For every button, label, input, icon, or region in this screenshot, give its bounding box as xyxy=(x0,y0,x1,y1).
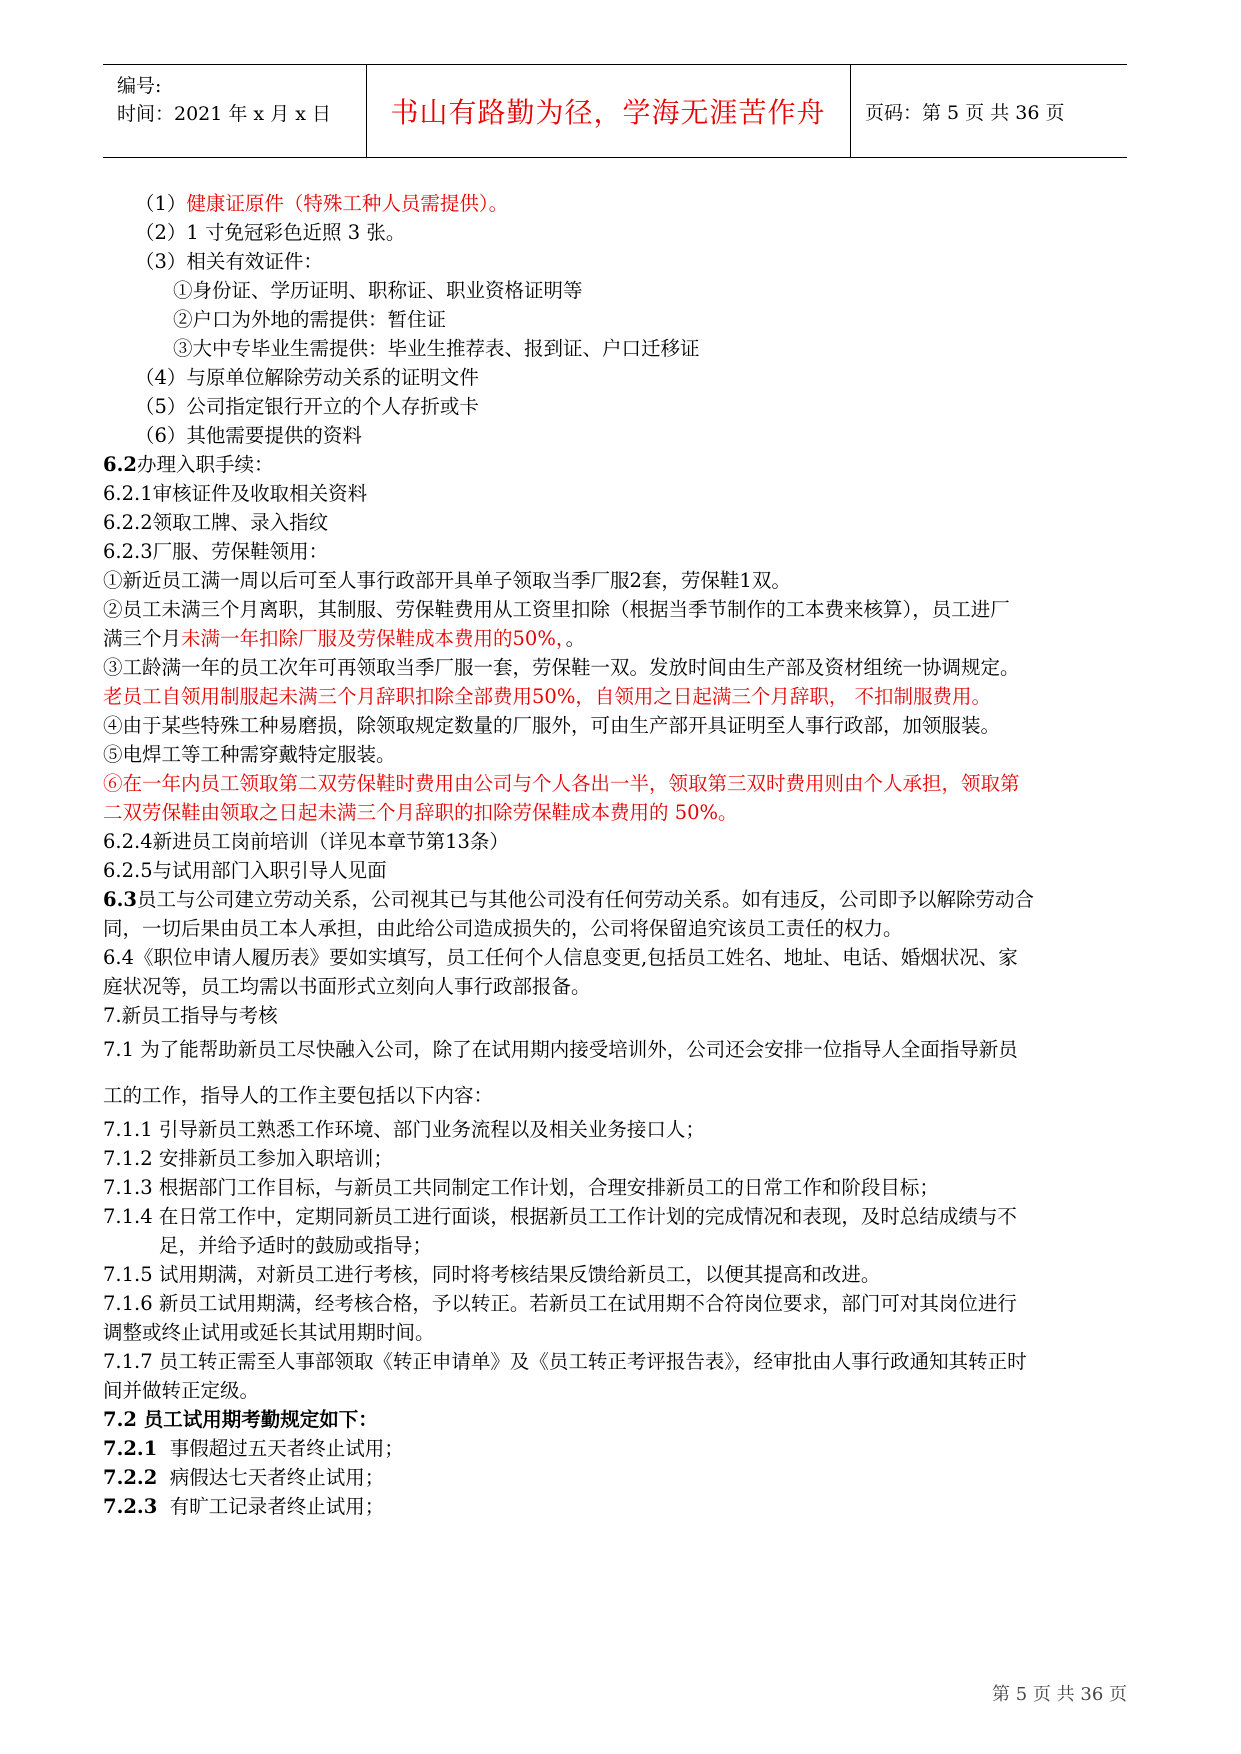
paragraph-line: 6.3员工与公司建立劳动关系，公司视其已与其他公司没有任何劳动关系。如有违反，公司即予以解除劳动合 xyxy=(103,888,1034,911)
paragraph-line: 满三个月未满一年扣除厂服及劳保鞋成本费用的50%，。 xyxy=(103,627,586,650)
list-item: 7.1.1 引导新员工熟悉工作环境、部门业务流程以及相关业务接口人； xyxy=(103,1118,705,1141)
paragraph-line: 7.1 为了能帮助新员工尽快融入公司，除了在试用期内接受培训外，公司还会安排一位指导人全面指导新员 xyxy=(103,1038,1018,1061)
list-item: 间并做转正定级。 xyxy=(103,1379,260,1402)
page-footer: 第 5 页 共 36 页 xyxy=(992,1684,1127,1705)
doc-number-label: 编号: xyxy=(117,75,162,97)
list-item: 7.2.2 病假达七天者终止试用； xyxy=(103,1466,385,1489)
list-item: （5）公司指定银行开立的个人存折或卡 xyxy=(135,395,479,418)
list-item: （4）与原单位解除劳动关系的证明文件 xyxy=(135,366,479,389)
list-item: （2）1 寸免冠彩色近照 3 张。 xyxy=(135,221,406,244)
doc-time-label: 时间：2021 年 x 月 x 日 xyxy=(117,103,331,125)
list-item: 7.1.3 根据部门工作目标，与新员工共同制定工作计划，合理安排新员工的日常工作和阶段目标； xyxy=(103,1176,939,1199)
paragraph-line: 6.4《职位申请人履历表》要如实填写，员工任何个人信息变更,包括员工姓名、地址、电话、婚烟状况、家 xyxy=(103,946,1018,969)
paragraph-line: 工的工作，指导人的工作主要包括以下内容： xyxy=(103,1084,494,1107)
list-item: 7.2.1 事假超过五天者终止试用； xyxy=(103,1437,404,1460)
paragraph-line: 二双劳保鞋由领取之日起未满三个月辞职的扣除劳保鞋成本费用的 50%。 xyxy=(103,801,738,824)
list-item: 7.1.2 安排新员工参加入职培训； xyxy=(103,1147,393,1170)
list-item: 7.1.7 员工转正需至人事部领取《转正申请单》及《员工转正考评报告表》，经审批由人事行政通知其转正时 xyxy=(103,1350,1027,1373)
list-item: 6.2.1审核证件及收取相关资料 xyxy=(103,482,368,505)
list-item: 7.1.4 在日常工作中，定期同新员工进行面谈，根据新员工工作计划的完成情况和表现，及时总结成绩与不 xyxy=(103,1205,1017,1228)
paragraph-line: ②员工未满三个月离职，其制服、劳保鞋费用从工资里扣除（根据当季节制作的工本费来核算），员工进厂 xyxy=(103,598,1010,621)
list-item: 足，并给予适时的鼓励或指导； xyxy=(159,1234,433,1257)
section-heading: 6.2办理入职手续： xyxy=(103,453,274,476)
paragraph-line: ④由于某些特殊工种易磨损，除领取规定数量的厂服外，可由生产部开具证明至人事行政部，加领服装。 xyxy=(103,714,1001,737)
list-item: 6.2.2领取工牌、录入指纹 xyxy=(103,511,329,534)
paragraph-line: ③工龄满一年的员工次年可再领取当季厂服一套，劳保鞋一双。发放时间由生产部及资材组统一协调规定。 xyxy=(103,656,1020,679)
header-page-cell xyxy=(851,65,1127,157)
list-item: 7.2.3 有旷工记录者终止试用； xyxy=(103,1495,385,1518)
list-item: 7.1.6 新员工试用期满，经考核合格，予以转正。若新员工在试用期不合符岗位要求，部门可对其岗位进行 xyxy=(103,1292,1017,1315)
section-heading: 7.新员工指导与考核 xyxy=(103,1004,278,1027)
paragraph-line: 庭状况等，员工均需以书面形式立刻向人事行政部报备。 xyxy=(103,975,591,998)
list-item: 6.2.5与试用部门入职引导人见面 xyxy=(103,859,387,882)
list-item: ①身份证、学历证明、职称证、职业资格证明等 xyxy=(173,279,583,302)
header-motto: 书山有路勤为径，学海无涯苦作舟 xyxy=(390,96,826,129)
list-item: ③大中专毕业生需提供：毕业生推荐表、报到证、户口迁移证 xyxy=(173,337,700,360)
list-item: 6.2.4新进员工岗前培训（详见本章节第13条） xyxy=(103,830,509,853)
paragraph-line: 同，一切后果由员工本人承担，由此给公司造成损失的，公司将保留追究该员工责任的权力。 xyxy=(103,917,903,940)
paragraph-line: 老员工自领用制服起未满三个月辞职扣除全部费用50%，自领用之日起满三个月辞职， 不扣制服费用。 xyxy=(103,685,992,708)
list-item: （6）其他需要提供的资料 xyxy=(135,424,362,447)
list-item: 6.2.3厂服、劳保鞋领用： xyxy=(103,540,329,563)
page-header xyxy=(103,64,1127,158)
paragraph-line: ⑤电焊工等工种需穿戴特定服装。 xyxy=(103,743,396,766)
list-item: 调整或终止试用或延长其试用期时间。 xyxy=(103,1321,435,1344)
list-item: ②户口为外地的需提供：暂住证 xyxy=(173,308,447,331)
header-info-cell xyxy=(103,65,367,157)
list-item: （3）相关有效证件： xyxy=(135,250,323,273)
list-item: 7.1.5 试用期满，对新员工进行考核，同时将考核结果反馈给新员工，以便其提高和改进。 xyxy=(103,1263,881,1286)
list-item: （1）健康证原件（特殊工种人员需提供）。 xyxy=(135,192,509,215)
list-item: ①新近员工满一周以后可至人事行政部开具单子领取当季厂服2套，劳保鞋1双。 xyxy=(103,569,791,592)
section-heading: 7.2 员工试用期考勤规定如下： xyxy=(103,1408,378,1431)
header-motto-cell xyxy=(366,65,851,157)
header-page-number: 页码：第 5 页 共 36 页 xyxy=(865,101,1065,124)
paragraph-line: ⑥在一年内员工领取第二双劳保鞋时费用由公司与个人各出一半，领取第三双时费用则由个人承担，领取第 xyxy=(103,772,1020,795)
